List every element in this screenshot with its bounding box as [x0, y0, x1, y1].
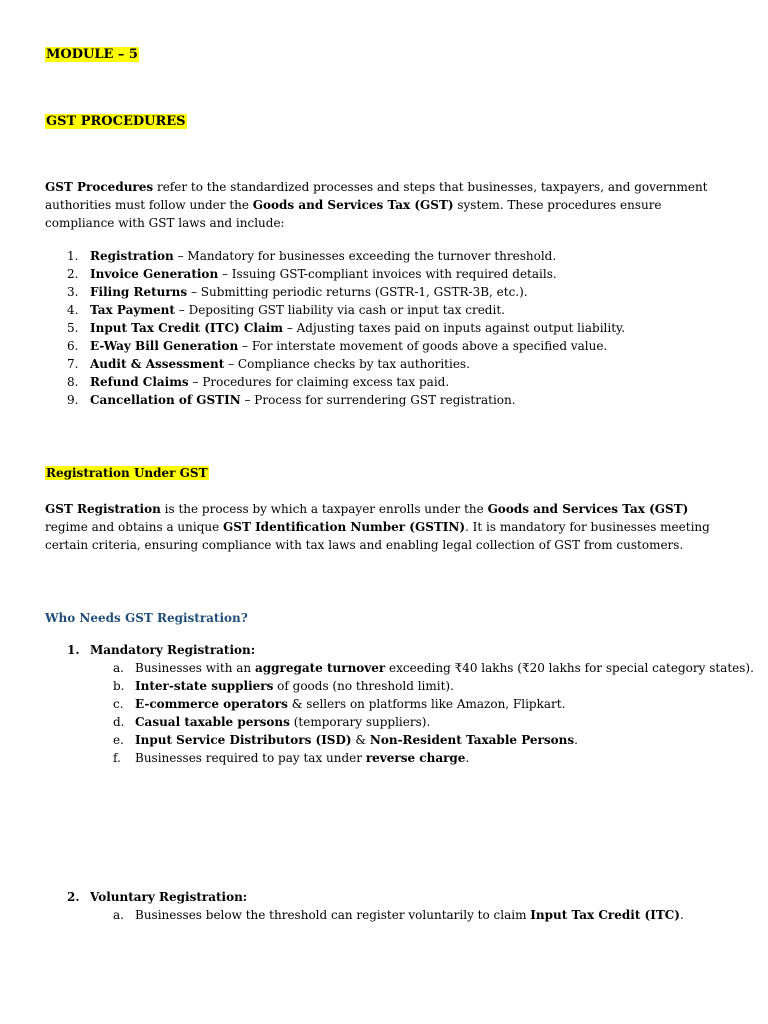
list-item: a. Businesses below the threshold can register voluntarily to claim Input Tax Credit (ITC).	[113, 908, 684, 922]
section-title: GST PROCEDURES	[46, 114, 186, 129]
list-item: 6. E-Way Bill Generation – For interstate movement of goods above a specified value.	[67, 339, 608, 353]
list-item: 3. Filing Returns – Submitting periodic returns (GSTR-1, GSTR-3B, etc.).	[67, 285, 528, 299]
list-item: 9. Cancellation of GSTIN – Process for surrendering GST registration.	[67, 393, 516, 407]
list-item: f. Businesses required to pay tax under reverse charge.	[113, 751, 470, 765]
list-item: 7. Audit & Assessment – Compliance checks by tax authorities.	[67, 357, 470, 371]
list-item: e. Input Service Distributors (ISD) & Non-Resident Taxable Persons.	[113, 733, 578, 747]
list-item: 8. Refund Claims – Procedures for claiming excess tax paid.	[67, 375, 450, 389]
registration-heading: Registration Under GST	[46, 466, 208, 480]
registration-paragraph: GST Registration is the process by which a taxpayer enrolls under the Goods and Services Tax (GST) regime and obtains a unique GST Identification Number (GSTIN). It is mandatory for businesses meeting certain criteria, ensuring compliance with tax laws and enabling legal collection of GST from customers.	[45, 502, 710, 552]
list-item: 5. Input Tax Credit (ITC) Claim – Adjusting taxes paid on inputs against output liability.	[67, 321, 626, 335]
list-item: 1. Registration – Mandatory for businesses exceeding the turnover threshold.	[67, 249, 557, 263]
list-item: 2. Invoice Generation – Issuing GST-compliant invoices with required details.	[67, 267, 557, 281]
who-needs-heading: Who Needs GST Registration?	[45, 611, 248, 625]
list-item: c. E-commerce operators & sellers on platforms like Amazon, Flipkart.	[113, 697, 566, 711]
list-item: b. Inter-state suppliers of goods (no threshold limit).	[113, 679, 454, 693]
list-item: 4. Tax Payment – Depositing GST liability via cash or input tax credit.	[67, 303, 505, 317]
mandatory-list	[45, 659, 754, 767]
list-item: a. Businesses with an aggregate turnover exceeding ₹40 lakhs (₹20 lakhs for special category states).	[113, 661, 754, 675]
voluntary-list	[45, 906, 684, 924]
list-item: d. Casual taxable persons (temporary suppliers).	[113, 715, 431, 729]
intro-paragraph: GST Procedures refer to the standardized processes and steps that businesses, taxpayers, and government authorities must follow under the Goods and Services Tax (GST) system. These procedures ensure compliance with GST laws and include:	[45, 180, 708, 230]
procedures-list	[45, 247, 625, 409]
module-title: MODULE – 5	[46, 47, 138, 62]
